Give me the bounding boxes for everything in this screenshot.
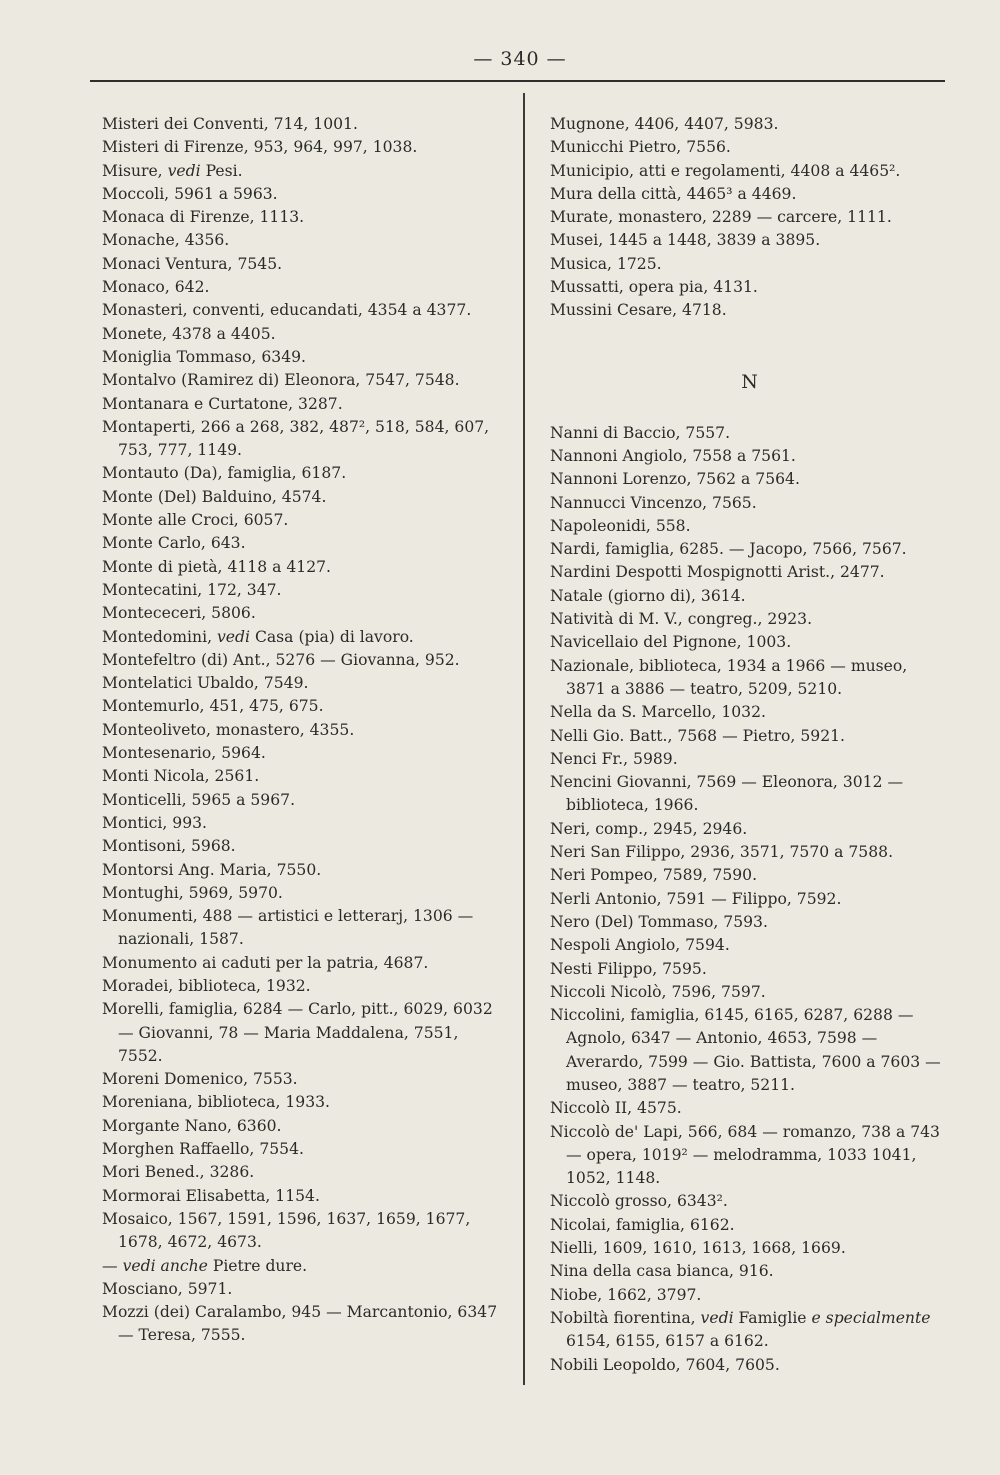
index-entry: Montughi, 5969, 5970. [102,883,283,902]
index-entry: Monaci Ventura, 7545. [102,254,283,273]
index-entry: Monasteri, conventi, educandati, 4354 a 4377. [102,301,472,320]
index-entry: Mussatti, opera pia, 4131. [550,278,758,297]
index-entry: Montedomini, vedi Casa (pia) di lavoro. [102,627,414,646]
index-entry: Montalvo (Ramirez di) Eleonora, 7547, 7548. [102,371,460,390]
index-entry: Nobiltà fiorentina, vedi Famiglie e specialmente 6154, 6155, 6157 a 6162. [550,1308,931,1351]
index-entry: Nazionale, biblioteca, 1934 a 1966 — museo, 3871 a 3886 — teatro, 5209, 5210. [550,656,908,698]
index-entry: Morghen Raffaello, 7554. [102,1140,304,1159]
index-entry: Monumenti, 488 — artistici e letterarj, 1306 — nazionali, 1587. [102,907,474,949]
index-entry: Montanara e Curtatone, 3287. [102,394,343,413]
index-entry: Nerli Antonio, 7591 — Filippo, 7592. [550,889,842,908]
index-entry: Navicellaio del Pignone, 1003. [550,633,792,652]
index-entry: Moreni Domenico, 7553. [102,1070,298,1089]
index-entry: Mosaico, 1567, 1591, 1596, 1637, 1659, 1677, 1678, 4672, 4673. [102,1209,471,1252]
index-entry: Nencini Giovanni, 7569 — Eleonora, 3012 — biblioteca, 1966. [550,773,904,815]
index-entry: Niccolò de' Lapi, 566, 684 — romanzo, 738 a 743 — opera, 1019² — melodramma, 1033 1041, 1052, 1148. [550,1122,940,1188]
index-entry: Nella da S. Marcello, 1032. [550,703,766,722]
index-entry: Monteoliveto, monastero, 4355. [102,720,355,739]
index-entry: Montelatici Ubaldo, 7549. [102,674,309,693]
left-column [102,113,507,1348]
index-entry: Mosciano, 5971. [102,1279,233,1298]
index-entry: Monticelli, 5965 a 5967. [102,790,296,809]
index-entry: Montisoni, 5968. [102,837,236,856]
index-entry: Moccoli, 5961 a 5963. [102,184,278,203]
index-entry: Nielli, 1609, 1610, 1613, 1668, 1669. [550,1239,846,1258]
index-entry: Mormorai Elisabetta, 1154. [102,1186,320,1205]
index-entry: Moniglia Tommaso, 6349. [102,347,306,366]
right-column-m-entries [550,113,950,323]
index-entry: Niccolini, famiglia, 6145, 6165, 6287, 6288 — Agnolo, 6347 — Antonio, 4653, 7598 — Averardo, 7599 — Gio. Battista, 7600 a 7603 — museo, 3887 — teatro, 5211. [550,1006,941,1094]
index-entry: Moradei, biblioteca, 1932. [102,976,311,995]
index-entry: Nero (Del) Tommaso, 7593. [550,912,768,931]
index-entry: Monte (Del) Balduino, 4574. [102,487,327,506]
index-entry: Neri Pompeo, 7589, 7590. [550,866,758,885]
index-entry: Montefeltro (di) Ant., 5276 — Giovanna, 952. [102,650,460,669]
index-entry: Montececeri, 5806. [102,604,256,623]
index-entry: Montorsi Ang. Maria, 7550. [102,860,322,879]
index-entry: Murate, monastero, 2289 — carcere, 1111. [550,208,892,227]
index-entry: Monte Carlo, 643. [102,534,246,553]
header-rule [90,80,945,82]
index-entry: Moreniana, biblioteca, 1933. [102,1093,331,1112]
index-entry: — vedi anche Pietre dure. [102,1256,308,1275]
index-entry: Monache, 4356. [102,231,230,250]
index-entry: Nesti Filippo, 7595. [550,959,707,978]
index-entry: Montaperti, 266 a 268, 382, 487², 518, 584, 607, 753, 777, 1149. [102,417,490,460]
index-entry: Nobili Leopoldo, 7604, 7605. [550,1355,780,1374]
index-entry: Morelli, famiglia, 6284 — Carlo, pitt., 6029, 6032 — Giovanni, 78 — Maria Maddalena, 7551, 7552. [102,1000,493,1065]
index-entry: Napoleonidi, 558. [550,516,691,535]
index-entry: Nicolai, famiglia, 6162. [550,1215,735,1234]
index-entry: Nannoni Angiolo, 7558 a 7561. [550,446,796,465]
index-entry: Municipio, atti e regolamenti, 4408 a 4465². [550,161,901,180]
index-entry: Nannoni Lorenzo, 7562 a 7564. [550,470,800,489]
index-entry: Monte alle Croci, 6057. [102,511,289,530]
index-entry: Misure, vedi Pesi. [102,161,243,180]
index-entry: Nannucci Vincenzo, 7565. [550,493,757,512]
index-entry: Mussini Cesare, 4718. [550,301,727,320]
index-entry: Niccoli Nicolò, 7596, 7597. [550,982,766,1001]
index-entry: Montemurlo, 451, 475, 675. [102,697,324,716]
index-entry: Niccolò II, 4575. [550,1099,682,1118]
index-entry: Misteri dei Conventi, 714, 1001. [102,115,358,133]
index-entry: Natività di M. V., congreg., 2923. [550,610,813,629]
index-entry: Monete, 4378 a 4405. [102,324,276,343]
index-entry: Nardi, famiglia, 6285. — Jacopo, 7566, 7567. [550,540,907,559]
index-entry: Niccolò grosso, 6343². [550,1192,728,1211]
section-letter: N [741,370,759,393]
index-entry: Neri San Filippo, 2936, 3571, 7570 a 7588. [550,843,894,862]
index-entry: Nanni di Baccio, 7557. [550,423,731,442]
index-entry: Nina della casa bianca, 916. [550,1262,774,1281]
index-entry: Misteri di Firenze, 953, 964, 997, 1038. [102,138,418,157]
index-entry: Municchi Pietro, 7556. [550,138,731,157]
index-entry: Mura della città, 4465³ a 4469. [550,184,797,203]
page-number: — 340 — [473,48,567,70]
index-entry: Monaco, 642. [102,278,210,297]
index-entry: Montecatini, 172, 347. [102,580,282,599]
index-entry: Nardini Despotti Mospignotti Arist., 2477. [550,563,885,582]
index-entry: Nespoli Angiolo, 7594. [550,936,730,955]
index-entry: Mori Bened., 3286. [102,1163,255,1182]
index-entry: Montesenario, 5964. [102,744,266,763]
index-entry: Niobe, 1662, 3797. [550,1285,702,1304]
index-entry: Montauto (Da), famiglia, 6187. [102,464,347,483]
index-entry: Monumento ai caduti per la patria, 4687. [102,953,429,972]
index-entry: Mugnone, 4406, 4407, 5983. [550,115,779,133]
index-entry: Monaca di Firenze, 1113. [102,208,305,227]
index-entry: Natale (giorno di), 3614. [550,586,746,605]
index-entry: Neri, comp., 2945, 2946. [550,819,748,838]
right-column-n-entries [550,422,950,1377]
index-entry: Musica, 1725. [550,254,662,273]
column-divider [523,93,525,1385]
index-entry: Monte di pietà, 4118 a 4127. [102,557,331,576]
index-entry: Monti Nicola, 2561. [102,767,260,786]
index-entry: Morgante Nano, 6360. [102,1116,282,1135]
right-column [550,113,950,1377]
index-entry: Musei, 1445 a 1448, 3839 a 3895. [550,231,821,250]
index-entry: Nelli Gio. Batt., 7568 — Pietro, 5921. [550,726,845,745]
index-entry: Montici, 993. [102,813,208,832]
index-entry: Nenci Fr., 5989. [550,749,678,768]
index-entry: Mozzi (dei) Caralambo, 945 — Marcantonio, 6347 — Teresa, 7555. [102,1303,498,1345]
